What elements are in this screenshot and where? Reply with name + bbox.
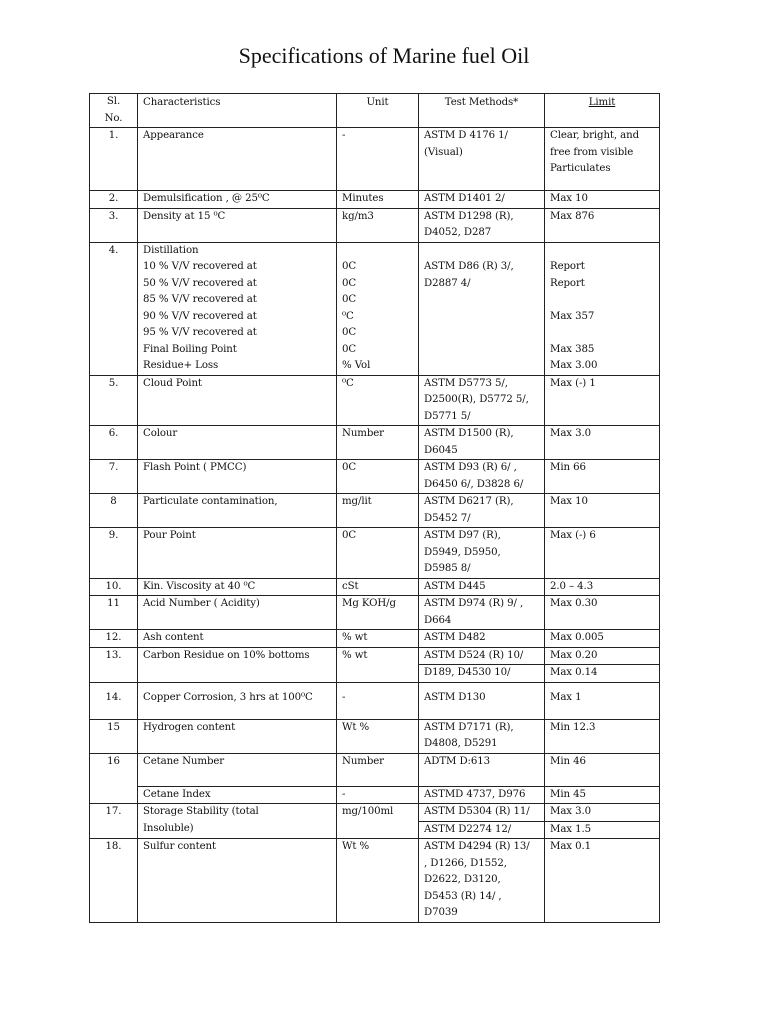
test-method-cell: ASTM D93 (R) 6/ , D6450 6/, D3828 6/ <box>419 460 545 494</box>
limit-cell: Max 3.0 <box>545 426 660 460</box>
characteristic-cell: Ash content <box>138 630 337 648</box>
row-number: 13. <box>90 647 138 682</box>
unit-cell: Mg KOH/g <box>337 596 419 630</box>
limit-cell: 2.0 – 4.3 <box>545 578 660 596</box>
test-method-cell: ASTM D2274 12/ <box>419 821 545 839</box>
table-row <box>90 191 660 209</box>
row-number: 16 <box>90 753 138 804</box>
row-number: 11 <box>90 596 138 630</box>
test-method-cell: ASTM D 4176 1/ (Visual) <box>419 128 545 191</box>
test-method-cell: ASTM D524 (R) 10/ <box>419 647 545 665</box>
characteristic-cell: Hydrogen content <box>138 719 337 753</box>
limit-cell: Max 0.20 <box>545 647 660 665</box>
header-test-methods: Test Methods* <box>419 94 545 128</box>
characteristic-cell: Density at 15 ⁰C <box>138 208 337 242</box>
row-number: 4. <box>90 242 138 375</box>
characteristic-cell: Kin. Viscosity at 40 ⁰C <box>138 578 337 596</box>
row-number: 14. <box>90 682 138 719</box>
row-number: 15 <box>90 719 138 753</box>
test-method-cell: ASTM D445 <box>419 578 545 596</box>
limit-cell: Min 66 <box>545 460 660 494</box>
unit-cell: 0C <box>337 460 419 494</box>
limit-cell: Min 46 <box>545 753 660 786</box>
unit-cell: Wt % <box>337 839 419 923</box>
row-number: 10. <box>90 578 138 596</box>
table-row <box>90 494 660 528</box>
unit-cell: - <box>337 128 419 191</box>
limit-cell: Max 0.14 <box>545 665 660 683</box>
test-method-cell: ASTM D6217 (R), D5452 7/ <box>419 494 545 528</box>
row-number: 9. <box>90 528 138 579</box>
limit-cell: Min 12.3 <box>545 719 660 753</box>
table-row <box>90 426 660 460</box>
unit-cell: kg/m3 <box>337 208 419 242</box>
characteristic-cell: Colour <box>138 426 337 460</box>
document-title: Specifications of Marine fuel Oil <box>238 43 530 68</box>
limit-cell: Max 0.1 <box>545 839 660 923</box>
characteristic-cell: Carbon Residue on 10% bottoms <box>138 647 337 682</box>
unit-cell: mg/lit <box>337 494 419 528</box>
table-row <box>90 242 660 375</box>
unit-cell: Number <box>337 753 419 786</box>
table-subrow <box>90 786 660 804</box>
characteristic-cell: Cetane Number <box>138 753 337 786</box>
characteristic-cell: Particulate contamination, <box>138 494 337 528</box>
test-method-cell: ASTM D974 (R) 9/ , D664 <box>419 596 545 630</box>
header-unit: Unit <box>337 94 419 128</box>
table-row <box>90 630 660 648</box>
header-row <box>90 94 660 128</box>
limit-cell: Max 0.005 <box>545 630 660 648</box>
row-number: 2. <box>90 191 138 209</box>
unit-cell: Wt % <box>337 719 419 753</box>
table-row <box>90 208 660 242</box>
header-limit: Limit <box>545 94 660 128</box>
table-row <box>90 596 660 630</box>
unit-cell: % wt <box>337 647 419 682</box>
limit-cell: Max 3.0 <box>545 804 660 822</box>
unit-cell: Minutes <box>337 191 419 209</box>
unit-cell: 0C 0C 0C ⁰C 0C 0C % Vol <box>337 242 419 375</box>
header-characteristics: Characteristics <box>138 94 337 128</box>
test-method-cell: ASTMD 4737, D976 <box>419 786 545 804</box>
limit-cell: Max 0.30 <box>545 596 660 630</box>
table-row <box>90 804 660 822</box>
test-method-cell: ADTM D:613 <box>419 753 545 786</box>
limit-cell: Max 1.5 <box>545 821 660 839</box>
characteristic-cell: Storage Stability (total Insoluble) <box>138 804 337 839</box>
row-number: 6. <box>90 426 138 460</box>
limit-cell: Max 10 <box>545 191 660 209</box>
limit-cell: Clear, bright, and free from visible Particulates <box>545 128 660 191</box>
table-row <box>90 460 660 494</box>
limit-cell: Report Report Max 357 Max 385 Max 3.00 <box>545 242 660 375</box>
table-row <box>90 578 660 596</box>
characteristic-cell: Flash Point ( PMCC) <box>138 460 337 494</box>
characteristic-cell: Acid Number ( Acidity) <box>138 596 337 630</box>
unit-cell: 0C <box>337 528 419 579</box>
row-number: 7. <box>90 460 138 494</box>
table-row <box>90 375 660 426</box>
unit-cell: - <box>337 786 419 804</box>
limit-cell: Max 876 <box>545 208 660 242</box>
row-number: 3. <box>90 208 138 242</box>
test-method-cell: ASTM D5304 (R) 11/ <box>419 804 545 822</box>
test-method-cell: ASTM D130 <box>419 682 545 719</box>
limit-cell: Max 10 <box>545 494 660 528</box>
table-row <box>90 719 660 753</box>
table-row <box>90 753 660 786</box>
test-method-cell: ASTM D1500 (R), D6045 <box>419 426 545 460</box>
unit-cell: % wt <box>337 630 419 648</box>
characteristic-cell: Appearance <box>138 128 337 191</box>
unit-cell: Number <box>337 426 419 460</box>
row-number: 12. <box>90 630 138 648</box>
test-method-cell: ASTM D97 (R), D5949, D5950, D5985 8/ <box>419 528 545 579</box>
row-number: 5. <box>90 375 138 426</box>
limit-cell: Max (-) 6 <box>545 528 660 579</box>
table-row <box>90 682 660 719</box>
characteristic-cell: Pour Point <box>138 528 337 579</box>
limit-cell: Max (-) 1 <box>545 375 660 426</box>
specifications-table <box>89 93 660 923</box>
test-method-cell: ASTM D5773 5/, D2500(R), D5772 5/, D5771 5/ <box>419 375 545 426</box>
table-row <box>90 647 660 665</box>
unit-cell: cSt <box>337 578 419 596</box>
test-method-cell: ASTM D1401 2/ <box>419 191 545 209</box>
characteristic-cell: Copper Corrosion, 3 hrs at 100⁰C <box>138 682 337 719</box>
test-method-cell: D189, D4530 10/ <box>419 665 545 683</box>
unit-cell: ⁰C <box>337 375 419 426</box>
table-row <box>90 839 660 923</box>
test-method-cell: ASTM D482 <box>419 630 545 648</box>
row-number: 17. <box>90 804 138 839</box>
unit-cell: mg/100ml <box>337 804 419 839</box>
test-method-cell: ASTM D4294 (R) 13/ , D1266, D1552, D2622, D3120, D5453 (R) 14/ , D7039 <box>419 839 545 923</box>
table-row <box>90 128 660 191</box>
test-method-cell: ASTM D86 (R) 3/, D2887 4/ <box>419 242 545 375</box>
row-number: 18. <box>90 839 138 923</box>
test-method-cell: ASTM D1298 (R), D4052, D287 <box>419 208 545 242</box>
limit-cell: Max 1 <box>545 682 660 719</box>
unit-cell: - <box>337 682 419 719</box>
characteristic-cell: Cetane Index <box>138 786 337 804</box>
characteristic-cell: Distillation 10 % V/V recovered at 50 % V/V recovered at 85 % V/V recovered at 90 % V/V recovered at 95 % V/V recovered at Final Boiling Point Residue+ Loss <box>138 242 337 375</box>
row-number: 1. <box>90 128 138 191</box>
limit-cell: Min 45 <box>545 786 660 804</box>
row-number: 8 <box>90 494 138 528</box>
characteristic-cell: Sulfur content <box>138 839 337 923</box>
table-row <box>90 528 660 579</box>
header-sl-no: Sl. No. <box>90 94 138 128</box>
characteristic-cell: Cloud Point <box>138 375 337 426</box>
characteristic-cell: Demulsification , @ 25⁰C <box>138 191 337 209</box>
test-method-cell: ASTM D7171 (R), D4808, D5291 <box>419 719 545 753</box>
